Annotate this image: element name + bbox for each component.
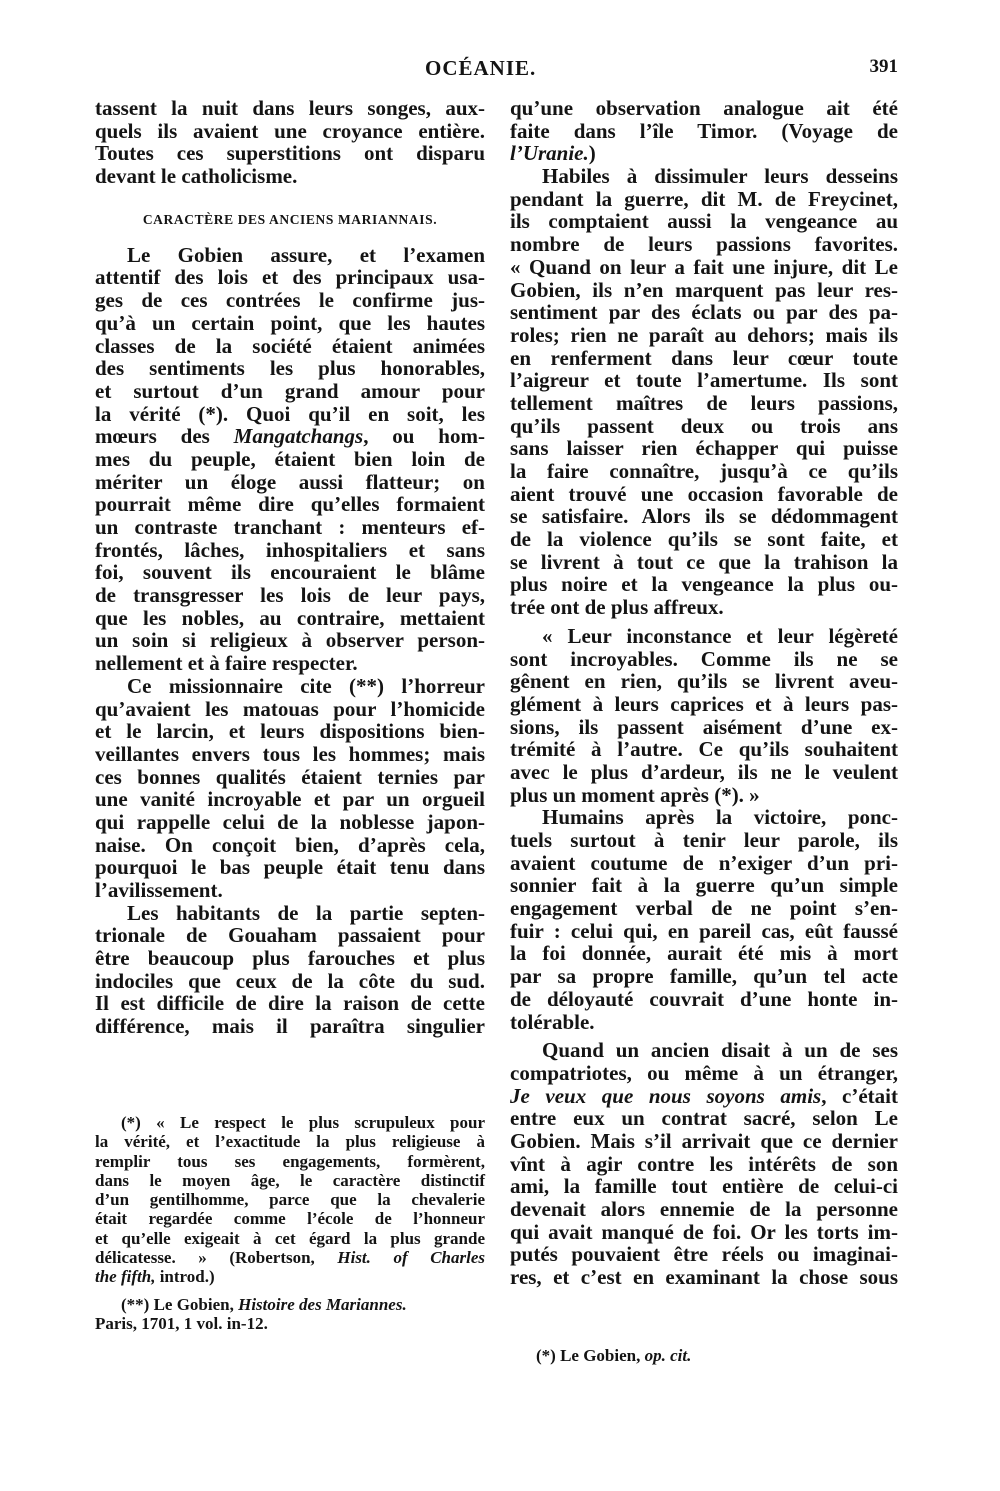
footnote-gap — [95, 1287, 485, 1295]
text-line: une vanité incroyable et par un orgueil — [95, 787, 485, 812]
text-line: pourquoi le bas peuple était tenu dans — [95, 855, 485, 880]
text-line: attentif des lois et des principaux usa- — [95, 265, 485, 290]
text-line: Gobien. Mais s’il arrivait que ce dernier — [510, 1128, 898, 1153]
text-line: un soin si religieux à observer person- — [95, 628, 485, 653]
text-line: indociles que ceux de la côte du sud. — [95, 968, 485, 993]
text-line: Quand un ancien disait à un de ses — [542, 1038, 898, 1063]
text-line: plus un moment après (*). » — [510, 782, 760, 807]
paragraph — [510, 97, 898, 165]
text-run: mœurs des — [95, 424, 234, 449]
text-line: Ce missionnaire cite (**) l’horreur — [127, 673, 485, 698]
text-line: classes de la société étaient animées — [95, 333, 485, 358]
text-line: compatriotes, ou même à un étranger, — [510, 1060, 898, 1085]
text-line — [510, 1085, 898, 1108]
paragraph — [510, 625, 898, 807]
text-line: par sa propre famille, qu’un tel acte — [510, 964, 898, 989]
text-run: ) — [588, 141, 596, 166]
text-line: trée ont de plus affreux. — [510, 595, 724, 620]
text-line: ami, la famille tout entière de celui-ci — [510, 1174, 898, 1199]
italic-title: l’Uranie. — [510, 141, 589, 166]
text-line: sonnier fait à la guerre qu’un simple — [510, 873, 898, 898]
text-line: nombre de leurs passions favorites. — [510, 232, 898, 257]
text-line: Il est difficile de dire la raison de cette — [95, 991, 485, 1016]
text-line: un contraste tranchant : menteurs ef- — [95, 515, 485, 539]
text-line: fuir : celui qui, en pareil cas, eût faussé — [510, 918, 898, 943]
footnote-line — [95, 1248, 485, 1267]
text-line: res, et c’est en examinant la chose sous — [510, 1265, 898, 1290]
text-line: mériter un éloge aussi flatteur; on — [95, 469, 485, 494]
text-line: et surtout d’un grand amour pour — [95, 378, 485, 403]
text-run: , c’était — [821, 1083, 898, 1108]
footnote-line — [510, 1346, 898, 1365]
text-line: et le larcin, et leurs dispositions bien- — [95, 719, 485, 744]
text-line: glément à leurs caprices et à leurs pas- — [510, 691, 898, 716]
text-line: aient trouvé une occasion favorable de — [510, 481, 898, 506]
text-line: tassent la nuit dans leurs songes, aux- — [95, 96, 485, 120]
section-heading: CARACTÈRE DES ANCIENS MARIANNAIS. — [142, 211, 438, 227]
text-line: se livrent à tout ce que la trahison la — [510, 549, 898, 574]
text-line: Le Gobien assure, et l’examen — [127, 242, 485, 267]
running-title: OCÉANIE. — [425, 56, 537, 80]
footnote-line: la vérité, et l’exactitude la plus religieuse à — [95, 1132, 485, 1152]
text-line: l’aigreur et toute l’amertume. Ils sont — [510, 368, 898, 393]
italic-quote: Je veux que nous soyons amis — [510, 1083, 822, 1108]
text-line: engagement verbal de ne point s’en- — [510, 896, 898, 921]
footnotes-right — [510, 1346, 898, 1365]
text-line: Toutes ces superstitions ont disparu — [95, 141, 485, 166]
paragraph — [510, 1039, 898, 1289]
italic-citation: op. cit. — [644, 1346, 692, 1365]
text-line: sions, ils passent aisément d’une ex- — [510, 714, 898, 739]
paragraph — [510, 806, 898, 1033]
text-line: « Leur inconstance et leur légèreté — [542, 623, 898, 648]
text-line: Gobien, ils n’en marquent pas leur res- — [510, 277, 898, 302]
text-line: la foi donnée, aurait été mis à mort — [510, 941, 898, 966]
text-line: pourrait même dire qu’elles formaient — [95, 492, 485, 517]
text-run: , ou hom- — [363, 424, 485, 449]
text-line: gênent en rien, qu’ils se livrent aveu- — [510, 669, 898, 694]
text-run: (**) Le Gobien, — [121, 1294, 239, 1314]
left-column — [95, 97, 485, 1038]
footnote-line: et qu’elle exigeait à cet égard la plus grande — [95, 1228, 485, 1248]
text-line: entre eux un contrat sacré, selon Le — [510, 1106, 898, 1131]
footnote-line: Paris, 1701, 1 vol. in-12. — [95, 1313, 268, 1333]
text-line: avaient coutume de n’exiger d’un pri- — [510, 850, 898, 875]
text-line: foi, souvent ils encouraient le blâme — [95, 560, 485, 585]
text-line: Humains après la victoire, ponc- — [542, 805, 898, 830]
text-run: délicatesse. » (Robertson, — [95, 1248, 338, 1268]
text-line: qu’avaient les matouas pour l’homicide — [95, 696, 485, 721]
text-line: que les nobles, au contraire, mettaient — [95, 605, 485, 630]
text-line: plus noire et la vengeance la plus ou- — [510, 572, 898, 597]
text-run: (*) Le Gobien, — [536, 1346, 645, 1365]
text-line: qu’ils passent deux ou trois ans — [510, 413, 898, 438]
text-line: tellement maîtres de leurs passions, — [510, 390, 898, 415]
text-line: naise. On conçoit bien, d’après cela, — [95, 832, 485, 857]
footnote — [95, 1295, 485, 1334]
text-line: nellement et à faire respecter. — [95, 651, 358, 676]
text-line: qu’une observation analogue ait été — [510, 96, 898, 120]
text-line: pendant la guerre, dit M. de Freycinet, — [510, 186, 898, 211]
italic-title: Histoire des Mariannes. — [238, 1294, 407, 1314]
footnote-line — [95, 1295, 485, 1314]
text-line: des sentiments les plus honorables, — [95, 356, 485, 381]
text-run: introd.) — [155, 1267, 215, 1287]
text-line: trionale de Gouaham passaient pour — [95, 923, 485, 948]
footnote-line: dans le moyen âge, le caractère distinctif — [95, 1170, 485, 1190]
text-line: devenait alors ennemie de la personne — [510, 1197, 898, 1221]
text-line: mes du peuple, étaient bien loin de — [95, 446, 485, 471]
italic-title: Hist. of Charles — [337, 1248, 485, 1268]
text-line: qu’à un certain point, que les hautes — [95, 310, 485, 335]
text-line: vînt à agir contre les intérêts de son — [510, 1151, 898, 1176]
footnote — [95, 1113, 485, 1287]
paragraph — [510, 165, 898, 619]
text-line: se satisfaire. Alors ils se dédommagent — [510, 504, 898, 529]
text-line: sentiment par des éclats ou par des pa- — [510, 300, 898, 325]
text-line: tolérable. — [510, 1009, 595, 1034]
paragraph — [95, 675, 485, 902]
text-line: qui avait manqué de foi. Or les torts im- — [510, 1219, 898, 1244]
text-line: tuels surtout à tenir leur parole, ils — [510, 828, 898, 852]
right-column — [510, 97, 898, 1289]
text-line: de transgresser les lois de leur pays, — [95, 583, 485, 608]
text-line: Les habitants de la partie septen- — [127, 900, 485, 925]
text-line: roles; rien ne paraît au dehors; mais ils — [510, 322, 898, 347]
text-line: de la violence qu’ils se sont faite, et — [510, 527, 898, 552]
page-number: 391 — [869, 56, 898, 77]
text-line: frontés, lâches, inhospitaliers et sans — [95, 537, 485, 562]
text-line: être beaucoup plus farouches et plus — [95, 946, 485, 971]
text-line: quels ils avaient une croyance entière. — [95, 118, 485, 143]
text-line: avec le plus d’ardeur, ils ne le veulent — [510, 759, 898, 784]
text-line: l’avilissement. — [95, 878, 223, 902]
text-line: veillantes envers tous les hommes; mais — [95, 741, 485, 766]
text-line: différence, mais il paraîtra singulier — [95, 1014, 485, 1039]
italic-term: Mangatchangs — [233, 424, 364, 449]
footnote-line: remplir tous ses engagements, formèrent, — [95, 1151, 485, 1171]
text-line — [95, 425, 485, 448]
paragraph — [95, 244, 485, 675]
text-line: la vérité (*). Quoi qu’il en soit, les — [95, 401, 485, 426]
text-line: Habiles à dissimuler leurs desseins — [542, 164, 898, 189]
text-line: sont incroyables. Comme ils ne se — [510, 646, 898, 671]
text-line: qui rappelle celui de la noblesse japon- — [95, 809, 485, 834]
footnote-line: était regardée comme l’école de l’honneur — [95, 1209, 485, 1229]
text-line: putés pouvaient être réels ou imaginai- — [510, 1242, 898, 1267]
text-line: la faire connaître, jusqu’à ce qu’ils — [510, 459, 898, 483]
footnote-line — [95, 1267, 485, 1286]
footnote-line: d’un gentilhomme, parce que la chevalerie — [95, 1190, 485, 1210]
italic-title: the fifth, — [95, 1267, 156, 1287]
page-header — [95, 54, 898, 86]
footnotes-left — [95, 1113, 485, 1333]
text-line: en renferment dans leur cœur toute — [510, 345, 898, 370]
text-line — [510, 142, 898, 165]
paragraph — [95, 97, 485, 188]
text-line: ils comptaient aussi la vengeance au — [510, 209, 898, 234]
text-line: ges de ces contrées le confirme jus- — [95, 288, 485, 313]
text-line: faite dans l’île Timor. (Voyage de — [510, 118, 898, 143]
text-line: ces bonnes qualités étaient ternies par — [95, 764, 485, 789]
text-line: « Quand on leur a fait une injure, dit Le — [510, 254, 898, 279]
text-line: sans laisser rien échapper qui puisse — [510, 436, 898, 461]
text-line: trémité à l’autre. Ce qu’ils souhaitent — [510, 737, 898, 762]
footnote-line: (*) « Le respect le plus scrupuleux pour — [121, 1113, 485, 1132]
text-line: de déloyauté couvrait d’une honte in- — [510, 986, 898, 1011]
text-line: devant le catholicisme. — [95, 164, 298, 189]
paragraph — [95, 902, 485, 1038]
footnote — [510, 1346, 898, 1365]
